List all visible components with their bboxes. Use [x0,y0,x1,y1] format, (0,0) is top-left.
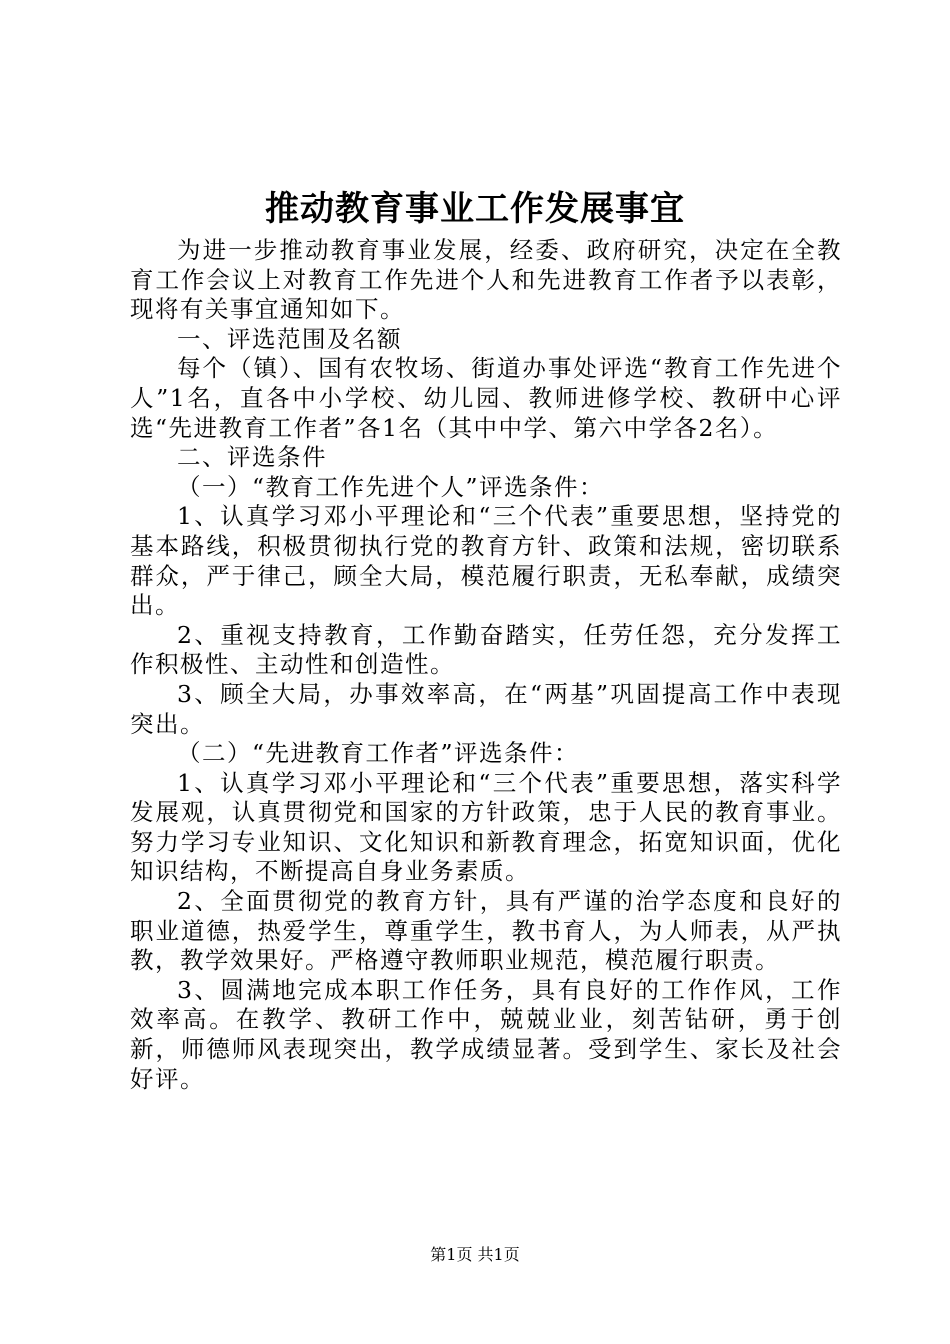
subsection-heading-individual: （一）“教育工作先进个人”评选条件： [177,472,605,501]
intro-paragraph: 为进一步推动教育事业发展，经委、政府研究，决定在全教育工作会议上对教育工作先进个人和先进教育工作者予以表彰，现将有关事宜通知如下。 [130,236,842,324]
scope-paragraph: 每个（镇）、国有农牧场、街道办事处评选“教育工作先进个人”1名，直各中小学校、幼儿园、教师进修学校、教研中心评选“先进教育工作者”各1名（其中中学、第六中学各2名）。 [130,354,842,442]
criteria-item: 2、重视支持教育，工作勤奋踏实，任劳任怨，充分发挥工作积极性、主动性和创造性。 [130,620,842,679]
document-title: 推动教育事业工作发展事宜 [265,189,685,229]
criteria-item: 3、圆满地完成本职工作任务，具有良好的工作作风，工作效率高。在教学、教研工作中，兢兢业业，刻苦钻研，勇于创新，师德师风表现突出，教学成绩显著。受到学生、家长及社会好评。 [130,975,842,1093]
criteria-item: 3、顾全大局，办事效率高，在“两基”巩固提高工作中表现突出。 [130,679,842,738]
section-heading-scope: 一、评选范围及名额 [177,324,402,353]
criteria-item: 2、全面贯彻党的教育方针，具有严谨的治学态度和良好的职业道德，热爱学生，尊重学生，教书育人，为人师表，从严执教，教学效果好。严格遵守教师职业规范，模范履行职责。 [130,887,842,975]
criteria-item: 1、认真学习邓小平理论和“三个代表”重要思想，坚持党的基本路线，积极贯彻执行党的教育方针、政策和法规，密切联系群众，严于律己，顾全大局，模范履行职责，无私奉献，成绩突出。 [130,502,842,620]
document-body [130,236,842,1094]
criteria-item: 1、认真学习邓小平理论和“三个代表”重要思想，落实科学发展观，认真贯彻党和国家的方针政策，忠于人民的教育事业。努力学习专业知识、文化知识和新教育理念，拓宽知识面，优化知识结构，不断提高自身业务素质。 [130,768,842,886]
page-number-footer: 第1页 共1页 [430,1245,520,1264]
section-heading-criteria: 二、评选条件 [177,443,327,472]
subsection-heading-educator: （二）“先进教育工作者”评选条件： [177,739,580,768]
